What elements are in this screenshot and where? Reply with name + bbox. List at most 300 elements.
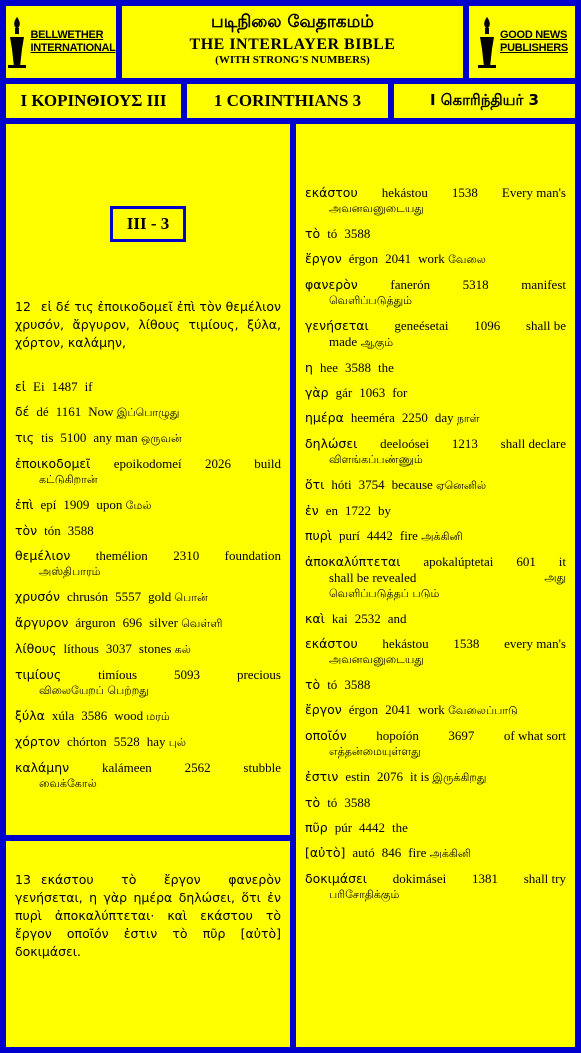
strongs-number: 1538: [451, 185, 478, 200]
gloss: [400, 527, 463, 545]
english-gloss: stubble: [243, 760, 281, 775]
word-entry: [305, 384, 566, 401]
word-line: [15, 733, 281, 751]
transliteration: Ei: [33, 379, 45, 394]
gloss: [85, 378, 93, 395]
left-panel-verse12: [3, 121, 293, 838]
greek-word: ὅτι: [305, 477, 325, 492]
greek-word: δηλώσει: [305, 436, 358, 451]
strongs-number: 2532: [354, 611, 381, 626]
english-gloss: silver: [149, 615, 178, 630]
gloss-continuation: [15, 776, 281, 792]
gloss: [378, 502, 391, 519]
strongs-number: 1722: [345, 503, 372, 518]
word-entry: [305, 768, 566, 786]
greek-word: δέ: [15, 404, 30, 419]
transliteration: themélion: [95, 548, 148, 563]
word-entry: [15, 759, 281, 792]
english-gloss: upon: [96, 497, 123, 512]
goodnews-logo-box: [466, 3, 578, 81]
greek-word: γὰρ: [305, 385, 329, 400]
strongs-number: 1213: [451, 436, 478, 451]
transliteration: hopoíón: [376, 728, 419, 743]
tamil-gloss: இப்பொழுது: [116, 406, 180, 419]
word-entry: [15, 666, 281, 699]
strongs-number: 3697: [448, 728, 475, 743]
english-gloss: build: [254, 456, 281, 471]
transliteration: tó: [327, 226, 338, 241]
greek-word: τὸν: [15, 523, 38, 538]
strongs-number: 1538: [453, 636, 480, 651]
word-entry: [305, 727, 566, 760]
gloss-continuation: [305, 586, 566, 602]
english-gloss: shall be revealed: [329, 570, 417, 585]
gloss: [147, 733, 186, 751]
word-list-right: [305, 184, 566, 911]
word-line: [15, 666, 281, 683]
strongs-number: 1161: [55, 404, 82, 419]
english-gloss: for: [392, 385, 408, 400]
word-line: [305, 435, 566, 452]
word-entry: [15, 547, 281, 580]
greek-word: γενήσεται: [305, 318, 369, 333]
gloss: [139, 640, 191, 658]
word-line: [305, 701, 566, 719]
gloss: [526, 317, 566, 334]
word-list-left: [15, 378, 281, 800]
word-line: [305, 870, 566, 887]
word-entry: [305, 502, 566, 519]
transliteration: kai: [331, 611, 348, 626]
greek-word: τις: [15, 430, 35, 445]
word-line: [15, 707, 281, 725]
gloss: [435, 409, 480, 427]
transliteration: heeméra: [350, 410, 395, 425]
gloss-continuation: [305, 744, 566, 760]
english-gloss: any man: [93, 430, 138, 445]
strongs-number: 1487: [51, 379, 78, 394]
transliteration: hekástou: [382, 636, 429, 651]
word-entry: [305, 676, 566, 693]
english-gloss: because: [391, 477, 433, 492]
greek-word: [αὐτὸ]: [305, 845, 346, 860]
right-logo-line1: GOOD NEWS: [500, 29, 568, 41]
gloss: [225, 547, 281, 564]
word-entry: [305, 870, 566, 903]
word-line: [305, 502, 566, 519]
gloss-continuation: [15, 683, 281, 699]
transliteration: chórton: [66, 734, 107, 749]
word-line: [305, 727, 566, 744]
transliteration: gár: [335, 385, 353, 400]
strongs-number: 5100: [60, 430, 87, 445]
gloss: [93, 429, 181, 447]
verse-13-text: [15, 871, 281, 961]
word-line: [15, 547, 281, 564]
word-line: [305, 844, 566, 862]
book-tamil-box: [391, 81, 578, 121]
greek-word: εκάστου: [305, 636, 358, 651]
greek-word: τιμίους: [15, 667, 62, 682]
chapter-label: III - 3: [110, 206, 186, 242]
transliteration: tis: [41, 430, 54, 445]
word-entry: [15, 640, 281, 658]
transliteration: dokimásei: [392, 871, 447, 886]
word-line: [305, 794, 566, 811]
transliteration: tó: [327, 677, 338, 692]
transliteration: apokalúptetai: [423, 554, 494, 569]
gloss: [410, 768, 486, 786]
greek-word: χρυσόν: [15, 589, 60, 604]
gloss: [418, 701, 518, 719]
word-entry: [15, 733, 281, 751]
word-line: [15, 403, 281, 421]
english-gloss: the: [392, 820, 408, 835]
bellwether-logo-box: [3, 3, 119, 81]
english-gloss: hay: [146, 734, 166, 749]
strongs-number: 3588: [344, 360, 371, 375]
english-gloss: wood: [114, 708, 144, 723]
word-line: [15, 522, 281, 539]
strongs-number: 3586: [81, 708, 108, 723]
transliteration: érgon: [348, 702, 379, 717]
greek-word: ἐστιν: [305, 769, 339, 784]
tamil-gloss: அவனவனுடையது: [329, 202, 424, 215]
gloss-continuation: [305, 652, 566, 668]
gloss: [392, 384, 407, 401]
gloss: [521, 276, 566, 293]
word-entry: [305, 409, 566, 427]
verse-greek: εἰ δέ τις ἐποικοδομεῖ ἐπὶ τὸν θεμέλιον χρυσόν, ἄργυρον, λίθους τιμίους, ξύλα, χόρτον, καλάμην,: [15, 299, 281, 350]
transliteration: hekástou: [381, 185, 428, 200]
tamil-gloss: வெளிப்படுத்தும்: [329, 294, 412, 307]
transliteration: fanerón: [390, 277, 431, 292]
word-entry: [15, 707, 281, 725]
strongs-number: 3588: [344, 226, 371, 241]
transliteration: deeloósei: [380, 436, 430, 451]
gloss: [96, 496, 151, 514]
english-gloss: day: [434, 410, 454, 425]
english-gloss: foundation: [224, 548, 281, 563]
english-gloss: gold: [148, 589, 172, 604]
book-greek-box: [3, 81, 184, 121]
tamil-gloss: கட்டுகிறான்: [39, 473, 98, 486]
verse-greek: εκάστου τὸ ἔργον φανερὸν γενήσεται, η γὰρ ημέρα δηλώσει, ὅτι ἐν πυρὶ ἀποκαλύπτεται· καὶ εκάστου τὸ ἔργον οποῖόν ἐστιν τὸ πῦρ [αὐτὸ] δοκιμάσει.: [15, 872, 281, 959]
strongs-number: 601: [516, 554, 536, 569]
tamil-gloss: அக்கினி: [421, 530, 463, 543]
transliteration: hee: [319, 360, 338, 375]
word-entry: [305, 317, 566, 351]
tamil-gloss: ஆகும்: [360, 336, 394, 349]
word-line: [15, 759, 281, 776]
transliteration: epoikodomeí: [113, 456, 182, 471]
greek-word: ξύλα: [15, 708, 45, 723]
word-entry: [305, 435, 566, 468]
gloss: [378, 359, 394, 376]
gloss-continuation: [15, 472, 281, 488]
gloss: [504, 727, 566, 744]
english-gloss: shall try: [523, 871, 566, 886]
torch-bearer-icon: [6, 15, 28, 69]
greek-word: εἰ: [15, 379, 26, 394]
word-line: [305, 768, 566, 786]
english-gloss: it: [558, 554, 566, 569]
tamil-gloss: வெள்ளி: [181, 617, 223, 630]
english-gloss: by: [378, 503, 392, 518]
word-line: [305, 610, 566, 627]
gloss: [88, 403, 179, 421]
tamil-gloss: எத்தன்மையுள்ளது: [329, 745, 421, 758]
title-tamil: படிநிலை வேதாகமம்: [211, 12, 374, 32]
word-line: [305, 819, 566, 836]
transliteration: púr: [334, 820, 353, 835]
word-entry: [15, 496, 281, 514]
english-gloss: fire: [399, 528, 418, 543]
english-gloss: stones: [138, 641, 172, 656]
english-gloss: every man's: [504, 636, 566, 651]
strongs-number: 3588: [67, 523, 94, 538]
strongs-number: 1381: [471, 871, 498, 886]
word-entry: [15, 614, 281, 632]
transliteration: chrusón: [66, 589, 109, 604]
transliteration: hóti: [331, 477, 352, 492]
word-entry: [305, 359, 566, 376]
word-entry: [305, 794, 566, 811]
greek-word: ημέρα: [305, 410, 344, 425]
word-entry: [305, 184, 566, 217]
tamil-gloss: விலையேறப் பெற்றது: [39, 684, 149, 697]
word-entry: [305, 844, 566, 862]
word-line: [15, 429, 281, 447]
strongs-number: 1909: [63, 497, 90, 512]
strongs-number: 2562: [184, 760, 211, 775]
tamil-gloss: வெளிப்படுத்தப் படும்: [329, 587, 440, 600]
english-gloss: fire: [408, 845, 427, 860]
strongs-number: 846: [381, 845, 402, 860]
gloss-continuation: [305, 887, 566, 903]
strongs-number: 696: [122, 615, 143, 630]
tamil-gloss: அவனவனுடையது: [329, 653, 424, 666]
verse-number: 13: [15, 872, 31, 887]
greek-word: λίθους: [15, 641, 57, 656]
transliteration: tón: [44, 523, 61, 538]
english-gloss: of what sort: [503, 728, 566, 743]
greek-word: ἄργυρον: [15, 615, 69, 630]
greek-word: καλάμην: [15, 760, 70, 775]
gloss: [237, 666, 281, 683]
torch-bearer-icon: [476, 15, 498, 69]
tamil-gloss: அது: [544, 571, 566, 584]
english-gloss: Now: [88, 404, 114, 419]
tamil-gloss: இருக்கிறது: [432, 771, 487, 784]
strongs-number: 1063: [359, 385, 386, 400]
strongs-number: 2250: [401, 410, 428, 425]
greek-word: ἔργον: [305, 251, 342, 266]
word-entry: [305, 527, 566, 545]
gloss: [149, 614, 222, 632]
gloss: [254, 455, 281, 472]
tamil-gloss: பரிசோதிக்கும்: [329, 888, 400, 901]
gloss: [524, 870, 566, 887]
gloss-continuation: [305, 570, 566, 586]
greek-word: τὸ: [305, 795, 321, 810]
gloss-continuation: [305, 452, 566, 468]
title-box: [119, 3, 466, 81]
tamil-gloss: அக்கினி: [429, 847, 472, 860]
tamil-gloss: அஸ்திபாரம்: [39, 565, 101, 578]
word-entry: [15, 588, 281, 606]
transliteration: dé: [36, 404, 49, 419]
word-line: [305, 184, 566, 201]
strongs-number: 5557: [115, 589, 142, 604]
gloss: [559, 553, 566, 570]
transliteration: líthous: [63, 641, 99, 656]
gloss-continuation: [15, 564, 281, 580]
word-entry: [305, 225, 566, 242]
tamil-gloss: பொன்: [174, 591, 208, 604]
transliteration: tó: [327, 795, 338, 810]
word-line: [305, 635, 566, 652]
tamil-gloss: மேல்: [125, 499, 152, 512]
word-entry: [305, 553, 566, 602]
strongs-number: 3588: [344, 795, 371, 810]
transliteration: autó: [352, 845, 375, 860]
word-line: [305, 225, 566, 242]
greek-word: δοκιμάσει: [305, 871, 367, 886]
transliteration: estin: [345, 769, 370, 784]
greek-word: ἐν: [305, 503, 319, 518]
strongs-number: 2076: [376, 769, 403, 784]
gloss: [392, 476, 486, 494]
word-entry: [15, 429, 281, 447]
english-gloss: Every man's: [501, 185, 566, 200]
strongs-number: 4442: [366, 528, 393, 543]
transliteration: érgon: [348, 251, 379, 266]
strongs-number: 2041: [385, 251, 412, 266]
word-entry: [305, 701, 566, 719]
word-line: [15, 614, 281, 632]
english-gloss: precious: [236, 667, 281, 682]
tamil-gloss: விளங்கப்பண்ணும்: [329, 453, 423, 466]
word-entry: [15, 403, 281, 421]
word-line: [305, 409, 566, 427]
word-entry: [305, 610, 566, 627]
book-english-box: [184, 81, 391, 121]
transliteration: timíous: [98, 667, 138, 682]
book-tamil: I கொரிந்தியர் 3: [430, 91, 539, 109]
tamil-gloss: புல்: [168, 736, 187, 749]
greek-word: οποῖόν: [305, 728, 347, 743]
gloss: [392, 819, 408, 836]
strongs-number: 2026: [204, 456, 231, 471]
english-gloss: it is: [409, 769, 430, 784]
tamil-gloss: வேலை: [448, 253, 486, 266]
greek-word: χόρτον: [15, 734, 60, 749]
tamil-gloss: மரம்: [146, 710, 170, 723]
word-entry: [305, 635, 566, 668]
word-line: [305, 527, 566, 545]
word-line: [305, 476, 566, 494]
word-entry: [15, 455, 281, 488]
greek-word: εκάστου: [305, 185, 358, 200]
word-entry: [305, 250, 566, 268]
transliteration: xúla: [51, 708, 75, 723]
word-line: [15, 496, 281, 514]
english-gloss: the: [377, 360, 394, 375]
word-line: [305, 317, 566, 334]
greek-word: πυρὶ: [305, 528, 332, 543]
greek-word: ἀποκαλύπτεται: [305, 554, 401, 569]
greek-word: ἔργον: [305, 702, 342, 717]
transliteration: epí: [40, 497, 57, 512]
right-panel-words: [293, 121, 578, 1050]
left-logo-line1: BELLWETHER: [30, 29, 104, 41]
word-line: [15, 640, 281, 658]
greek-word: φανερὸν: [305, 277, 358, 292]
transliteration: kalámeen: [101, 760, 152, 775]
word-entry: [305, 819, 566, 836]
transliteration: geneésetai: [394, 318, 449, 333]
gloss: [418, 250, 486, 268]
strongs-number: 4442: [359, 820, 386, 835]
gloss: [501, 435, 566, 452]
word-line: [15, 378, 281, 395]
greek-word: πῦρ: [305, 820, 328, 835]
gloss-continuation: [305, 293, 566, 309]
strongs-number: 2041: [385, 702, 412, 717]
gloss: [388, 610, 407, 627]
strongs-number: 5528: [113, 734, 140, 749]
greek-word: τὸ: [305, 226, 321, 241]
strongs-number: 5093: [174, 667, 201, 682]
word-line: [305, 276, 566, 293]
strongs-number: 3037: [105, 641, 132, 656]
greek-word: τὸ: [305, 677, 321, 692]
gloss-continuation: [305, 201, 566, 217]
word-line: [15, 588, 281, 606]
strongs-number: 5318: [462, 277, 489, 292]
left-logo-line2: INTERNATIONAL: [30, 42, 116, 54]
word-line: [305, 384, 566, 401]
greek-word: ἐπὶ: [15, 497, 34, 512]
word-line: [15, 455, 281, 472]
strongs-number: 3588: [344, 677, 371, 692]
english-gloss: if: [84, 379, 93, 394]
book-english: 1 CORINTHIANS 3: [213, 91, 362, 110]
gloss: [504, 635, 566, 652]
word-line: [305, 676, 566, 693]
gloss-continuation: [305, 334, 566, 351]
english-gloss: work: [418, 702, 445, 717]
transliteration: árguron: [75, 615, 116, 630]
page-title: THE INTERLAYER BIBLE: [189, 36, 396, 53]
word-entry: [15, 378, 281, 395]
tamil-gloss: வேலைப்பாடு: [448, 704, 518, 717]
transliteration: en: [325, 503, 339, 518]
right-logo-line2: PUBLISHERS: [500, 42, 568, 54]
book-greek: Ι ΚΟΡΙΝΘΙΟΥΣ ΙΙΙ: [20, 91, 167, 110]
word-line: [305, 250, 566, 268]
left-panel-verse13: [3, 838, 293, 1050]
gloss: [114, 707, 170, 725]
strongs-number: 1096: [474, 318, 501, 333]
tamil-gloss: ஒருவன்: [141, 432, 182, 445]
english-gloss: shall declare: [500, 436, 566, 451]
english-gloss: made: [329, 334, 358, 349]
page-subtitle: (WITH STRONG'S NUMBERS): [215, 54, 370, 66]
word-entry: [305, 276, 566, 309]
tamil-gloss: நாள்: [456, 412, 480, 425]
